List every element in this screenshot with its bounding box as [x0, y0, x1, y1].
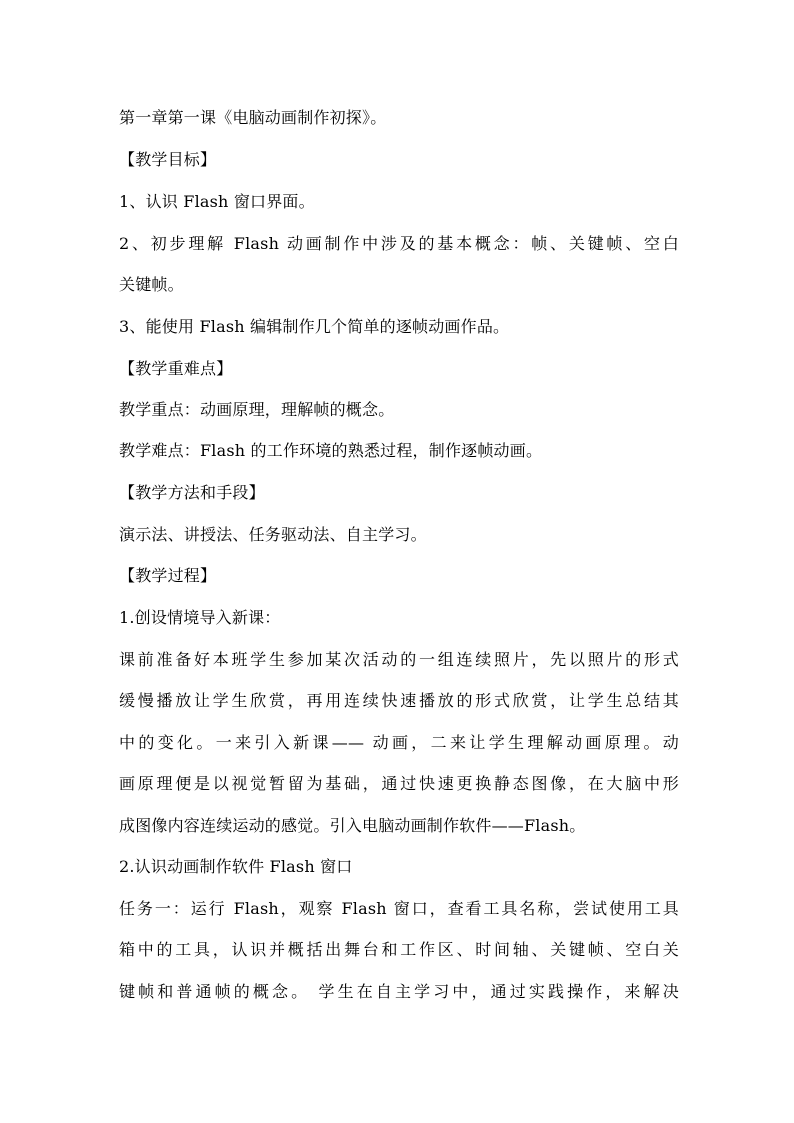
step-1-paragraph-line-5: 成图像内容连续运动的感觉。引入电脑动画制作软件——Flash。: [119, 816, 586, 835]
process-heading: 【教学过程】: [119, 566, 217, 585]
key-points-heading: 【教学重难点】: [119, 359, 233, 378]
step-1-paragraph-line-2: 缓慢播放让学生欣赏，再用连续快速播放的形式欣赏，让学生总结其: [119, 691, 679, 710]
lesson-title: 第一章第一课《电脑动画制作初探》。: [119, 108, 387, 127]
step-1-paragraph-line-1: 课前准备好本班学生参加某次活动的一组连续照片，先以照片的形式: [119, 650, 679, 669]
goal-item-1: 1、认识 Flash 窗口界面。: [119, 192, 315, 211]
step-1-title: 1.创设情境导入新课：: [119, 608, 281, 627]
task-1-paragraph-line-2: 箱中的工具，认识并概括出舞台和工作区、时间轴、关键帧、空白关: [119, 940, 679, 959]
key-point-text: 教学重点：动画原理，理解帧的概念。: [119, 400, 395, 419]
task-1-paragraph-line-1: 任务一：运行 Flash，观察 Flash 窗口，查看工具名称，尝试使用工具: [119, 899, 679, 918]
goal-item-2-line-2: 关键帧。: [119, 275, 184, 294]
methods-heading: 【教学方法和手段】: [119, 483, 265, 502]
step-2-title: 2.认识动画制作软件 Flash 窗口: [119, 857, 353, 876]
goal-item-3: 3、能使用 Flash 编辑制作几个简单的逐帧动画作品。: [119, 317, 510, 336]
step-1-paragraph-line-4: 画原理便是以视觉暂留为基础，通过快速更换静态图像，在大脑中形: [119, 774, 679, 793]
goals-heading: 【教学目标】: [119, 150, 217, 169]
methods-text: 演示法、讲授法、任务驱动法、自主学习。: [119, 525, 427, 544]
step-1-paragraph-line-3: 中的变化。一来引入新课—— 动画，二来让学生理解动画原理。动: [119, 733, 679, 752]
difficult-point-text: 教学难点：Flash 的工作环境的熟悉过程，制作逐帧动画。: [119, 441, 543, 460]
task-1-paragraph-line-3: 键帧和普通帧的概念。 学生在自主学习中，通过实践操作，来解决: [119, 982, 679, 1001]
goal-item-2-line-1: 2、初步理解 Flash 动画制作中涉及的基本概念：帧、关键帧、空白: [119, 234, 679, 253]
